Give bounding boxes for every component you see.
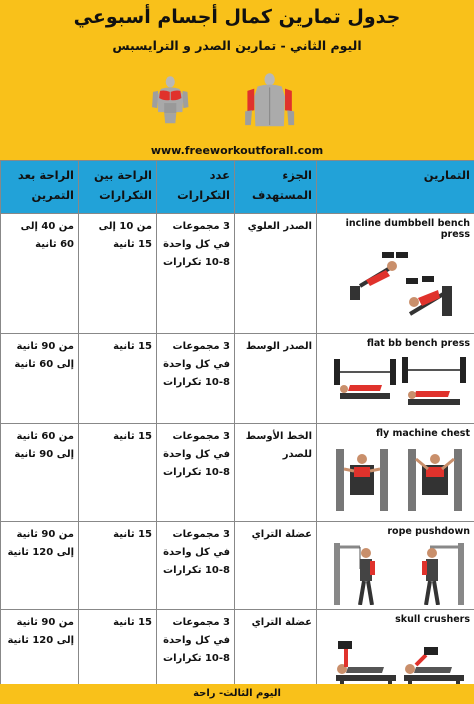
website-url[interactable]: www.freeworkoutforall.com (150, 144, 324, 157)
sets-cell: 3 مجموعات في كل واحدة 8-10 تكرارات (157, 522, 235, 610)
sets-cell: 3 مجموعات في كل واحدة 8-10 تكرارات (157, 334, 235, 424)
rest-after-cell: من 40 إلى 60 ثانية (1, 214, 79, 334)
header-exercises: التمارين (317, 161, 474, 214)
table-header-row (1, 161, 474, 214)
table-row (1, 214, 474, 334)
exercise-name: skull crushers (395, 614, 470, 625)
workout-table (0, 160, 474, 702)
exercise-cell (317, 424, 474, 522)
rest-after-cell: من 90 ثانية إلى 120 ثانية (1, 610, 79, 702)
table-row (1, 334, 474, 424)
muscle-cell: الخط الأوسط للصدر (235, 424, 317, 522)
rest-between-cell: 15 ثانية (79, 610, 157, 702)
muscle-cell: عضلة التراي (235, 522, 317, 610)
triceps-muscle-figure (244, 54, 334, 146)
barbell-bench-press-illustration (330, 355, 470, 415)
rest-after-cell: من 60 ثانية إلى 90 ثانية (1, 424, 79, 522)
header-rest-after: الراحة بعد التمرين (1, 161, 79, 214)
muscle-cell: الصدر الوسط (235, 334, 317, 424)
sets-cell: 3 مجموعات في كل واحدة 8-10 تكرارات (157, 214, 235, 334)
chest-fly-machine-illustration (330, 445, 470, 515)
exercise-cell (317, 214, 474, 334)
rope-pushdown-illustration (330, 543, 470, 605)
rest-after-cell: من 90 ثانية إلى 120 ثانية (1, 522, 79, 610)
muscle-cell: الصدر العلوي (235, 214, 317, 334)
rest-between-cell: 15 ثانية (79, 334, 157, 424)
header-reps: عدد التكرارات (157, 161, 235, 214)
table-row (1, 522, 474, 610)
exercise-name: fly machine chest (375, 428, 470, 439)
sets-cell: 3 مجموعات في كل واحدة 8-10 تكرارات (157, 424, 235, 522)
incline-dumbbell-press-illustration (330, 246, 470, 326)
chest-muscle-figure (150, 54, 230, 146)
rest-after-cell: من 90 ثانية إلى 60 ثانية (1, 334, 79, 424)
page-title: جدول تمارين كمال أجسام أسبوعي (73, 6, 401, 28)
rest-between-cell: 15 ثانية (79, 522, 157, 610)
footer-rest-day: اليوم الثالث- راحة (0, 684, 474, 704)
table-row (1, 424, 474, 522)
exercise-name: rope pushdown (387, 526, 470, 537)
exercise-cell (317, 522, 474, 610)
muscle-cell: عضلة التراي (235, 610, 317, 702)
sets-cell: 3 مجموعات في كل واحدة 8-10 تكرارات (157, 610, 235, 702)
header-rest-between: الراحة بين التكرارات (79, 161, 157, 214)
header-target-muscle: الجزء المستهدف (235, 161, 317, 214)
rest-between-cell: من 10 إلى 15 ثانية (79, 214, 157, 334)
exercise-name: incline dumbbell bench press (345, 218, 470, 240)
header-banner (0, 0, 474, 160)
exercise-name: flat bb bench press (366, 338, 470, 349)
exercise-cell (317, 334, 474, 424)
page-subtitle: اليوم الثاني - تمارين الصدر و الترايسبس (112, 38, 362, 53)
rest-between-cell: 15 ثانية (79, 424, 157, 522)
